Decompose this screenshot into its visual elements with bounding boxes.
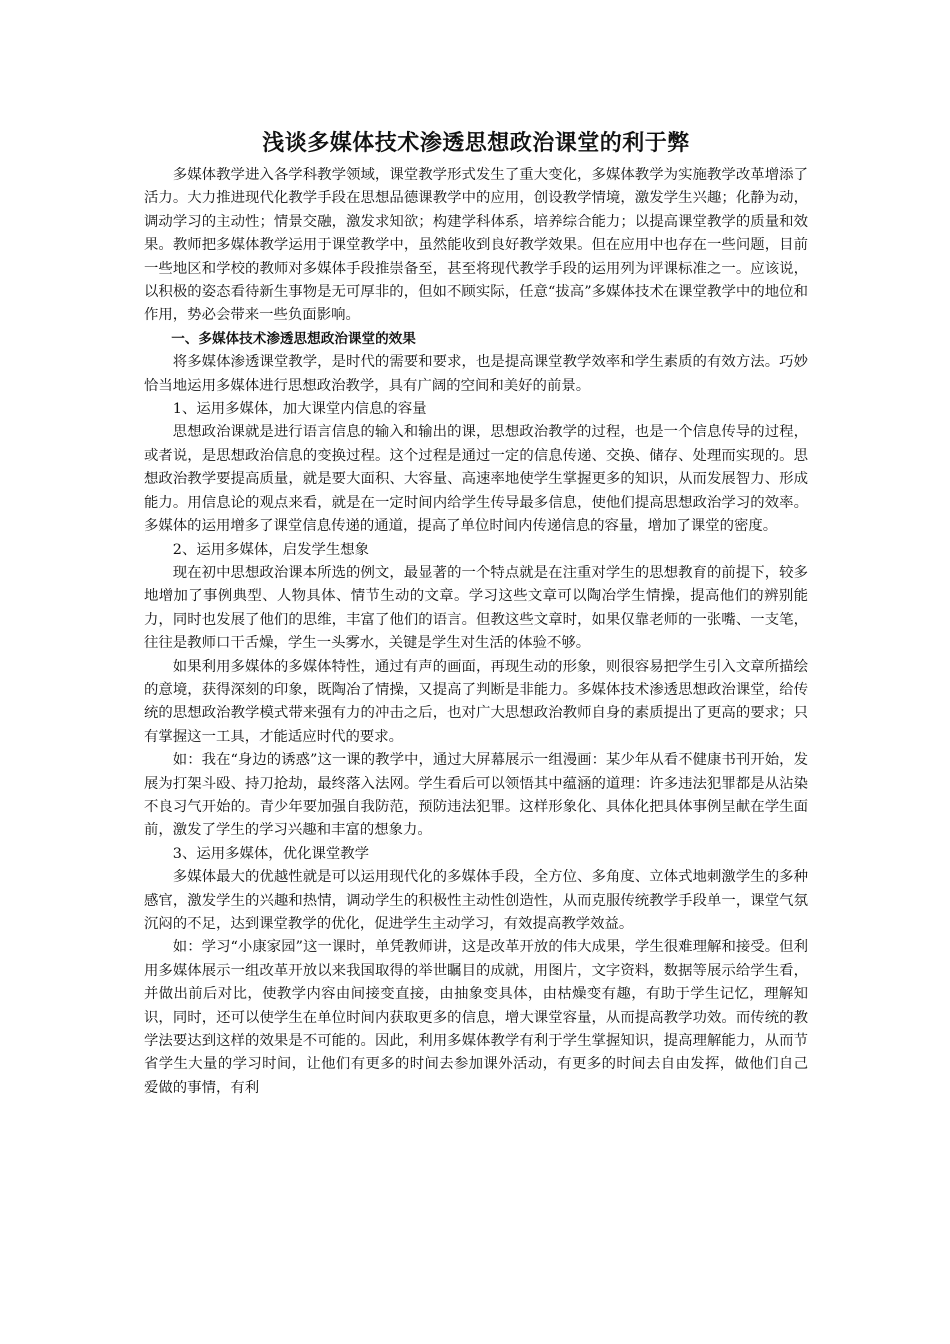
subsection-heading-2: 2、运用多媒体，启发学生想象 [172,541,370,558]
section-intro-paragraph: 将多媒体渗透课堂教学，是时代的需要和要求，也是提高课堂教学效率和学生素质的有效方法。巧妙恰当地运用多媒体进行思想政治教学，具有广阔的空间和美好的前景。 [144,354,808,394]
subsection-heading-3: 3、运用多媒体，优化课堂教学 [172,845,370,862]
subsection-3-paragraph-2: 如：学习“小康家园”这一课时，单凭教师讲，这是改革开放的伟大成果，学生很难理解和接受。但利用多媒体展示一组改革开放以来我国取得的举世瞩目的成就，用图片，文字资料，数据等展示给学生看，并做出前后对比，使教学内容由间接变直接，由抽象变具体，由枯燥变有趣，有助于学生记忆，理解知识，同时，还可以使学生在单位时间内获取更多的信息，增大课堂容量，从而提高教学功效。而传统的教学法要达到这样的效果是不可能的。因此，利用多媒体教学有利于学生掌握知识，提高理解能力，从而节省学生大量的学习时间，让他们有更多的时间去参加课外活动，有更多的时间去自由发挥，做他们自己 爱做的事情，有利 [144,939,823,1096]
subsection-1-paragraph: 思想政治课就是进行语言信息的输入和输出的课，思想政治教学的过程，也是一个信息传导的过程，或者说，是思想政治信息的变换过程。这个过程是通过一定的信息传递、交换、储存、处理而实现的。思想政治教学要提高质量，就是要大面积、大容量、高速率地使学生掌握更多的知识，从而发展智力、形成能力。用信息论的观点来看，就是在一定时间内给学生传导最多信息，使他们提高思想政治学习的效率。多媒体的运用增多了课堂信息传递的通道，提高了单位时间内传递信息的容量，增加了课堂的密度。 [144,424,808,535]
subsection-2-paragraph-3: 如：我在“身边的诱惑”这一课的教学中，通过大屏幕展示一组漫画：某少年从看不健康书刊开始，发展为打架斗殴、持刀抢劫，最终落入法网。学生看后可以领悟其中蕴涵的道理：许多违法犯罪都是从沾染不良习气开始的。青少年要加强自我防范，预防违法犯罪。这样形象化、具体化把具体事例呈献在学生面前，激发了学生的学习兴趣和丰富的想象力。 [144,752,808,839]
subsection-3-paragraph-1: 多媒体最大的优越性就是可以运用现代化的多媒体手段，全方位、多角度、立体式地刺激学生的多种感官，激发学生的兴趣和热情，调动学生的积极性主动性创造性，从而克服传统教学手段单一，课堂气氛沉闷的不足，达到课堂教学的优化，促进学生主动学习，有效提高教学效益。 [144,869,808,932]
document-title: 浅谈多媒体技术渗透思想政治课堂的利于弊 [262,131,690,156]
section-heading: 一、多媒体技术渗透思想政治课堂的效果 [171,330,416,347]
subsection-2-paragraph-1: 现在初中思想政治课本所选的例文，最显著的一个特点就是在注重对学生的思想教育的前提下，较多地增加了事例典型、人物具体、情节生动的文章。学习这些文章可以陶冶学生情操，提高他们的辨别能力，同时也发展了他们的思维，丰富了他们的语言。但教这些文章时，如果仅靠老师的一张嘴、一支笔，往往是教师口干舌燥，学生一头雾水，关键是学生对生活的体验不够。 [144,564,808,652]
intro-paragraph: 多媒体教学进入各学科教学领域，课堂教学形式发生了重大变化，多媒体教学为实施教学改革增添了活力。大力推进现代化教学手段在思想品德课教学中的应用，创设教学情境，激发学生兴趣；化静为动，调动学习的主动性；情景交融，激发求知欲；构建学科体系，培养综合能力；以提高课堂教学的质量和效果。教师把多媒体教学运用于课堂教学中，虽然能收到良好教学效果。但在应用中也存在一些问题，目前一些地区和学校的教师对多媒体手段推崇备至，甚至将现代教学手段的运用列为评课标准之一。应该说，以积极的姿态看待新生事物是无可厚非的，但如不顾实际，任意“拔高”多媒体技术在课堂教学中的地位和作用，势必会带来一些负面影响。 [144,167,808,324]
subsection-heading-1: 1、运用多媒体，加大课堂内信息的容量 [172,401,427,418]
document-body [144,128,823,1100]
subsection-2-paragraph-2: 如果利用多媒体的多媒体特性，通过有声的画面，再现生动的形象，则很容易把学生引入文章所描绘的意境，获得深刻的印象，既陶冶了情操，又提高了判断是非能力。多媒体技术渗透思想政治课堂，给传统的思想政治教学模式带来强有力的冲击之后，也对广大思想政治教师自身的素质提出了更高的要求；只有掌握这一工具，才能适应时代的要求。 [144,658,808,745]
